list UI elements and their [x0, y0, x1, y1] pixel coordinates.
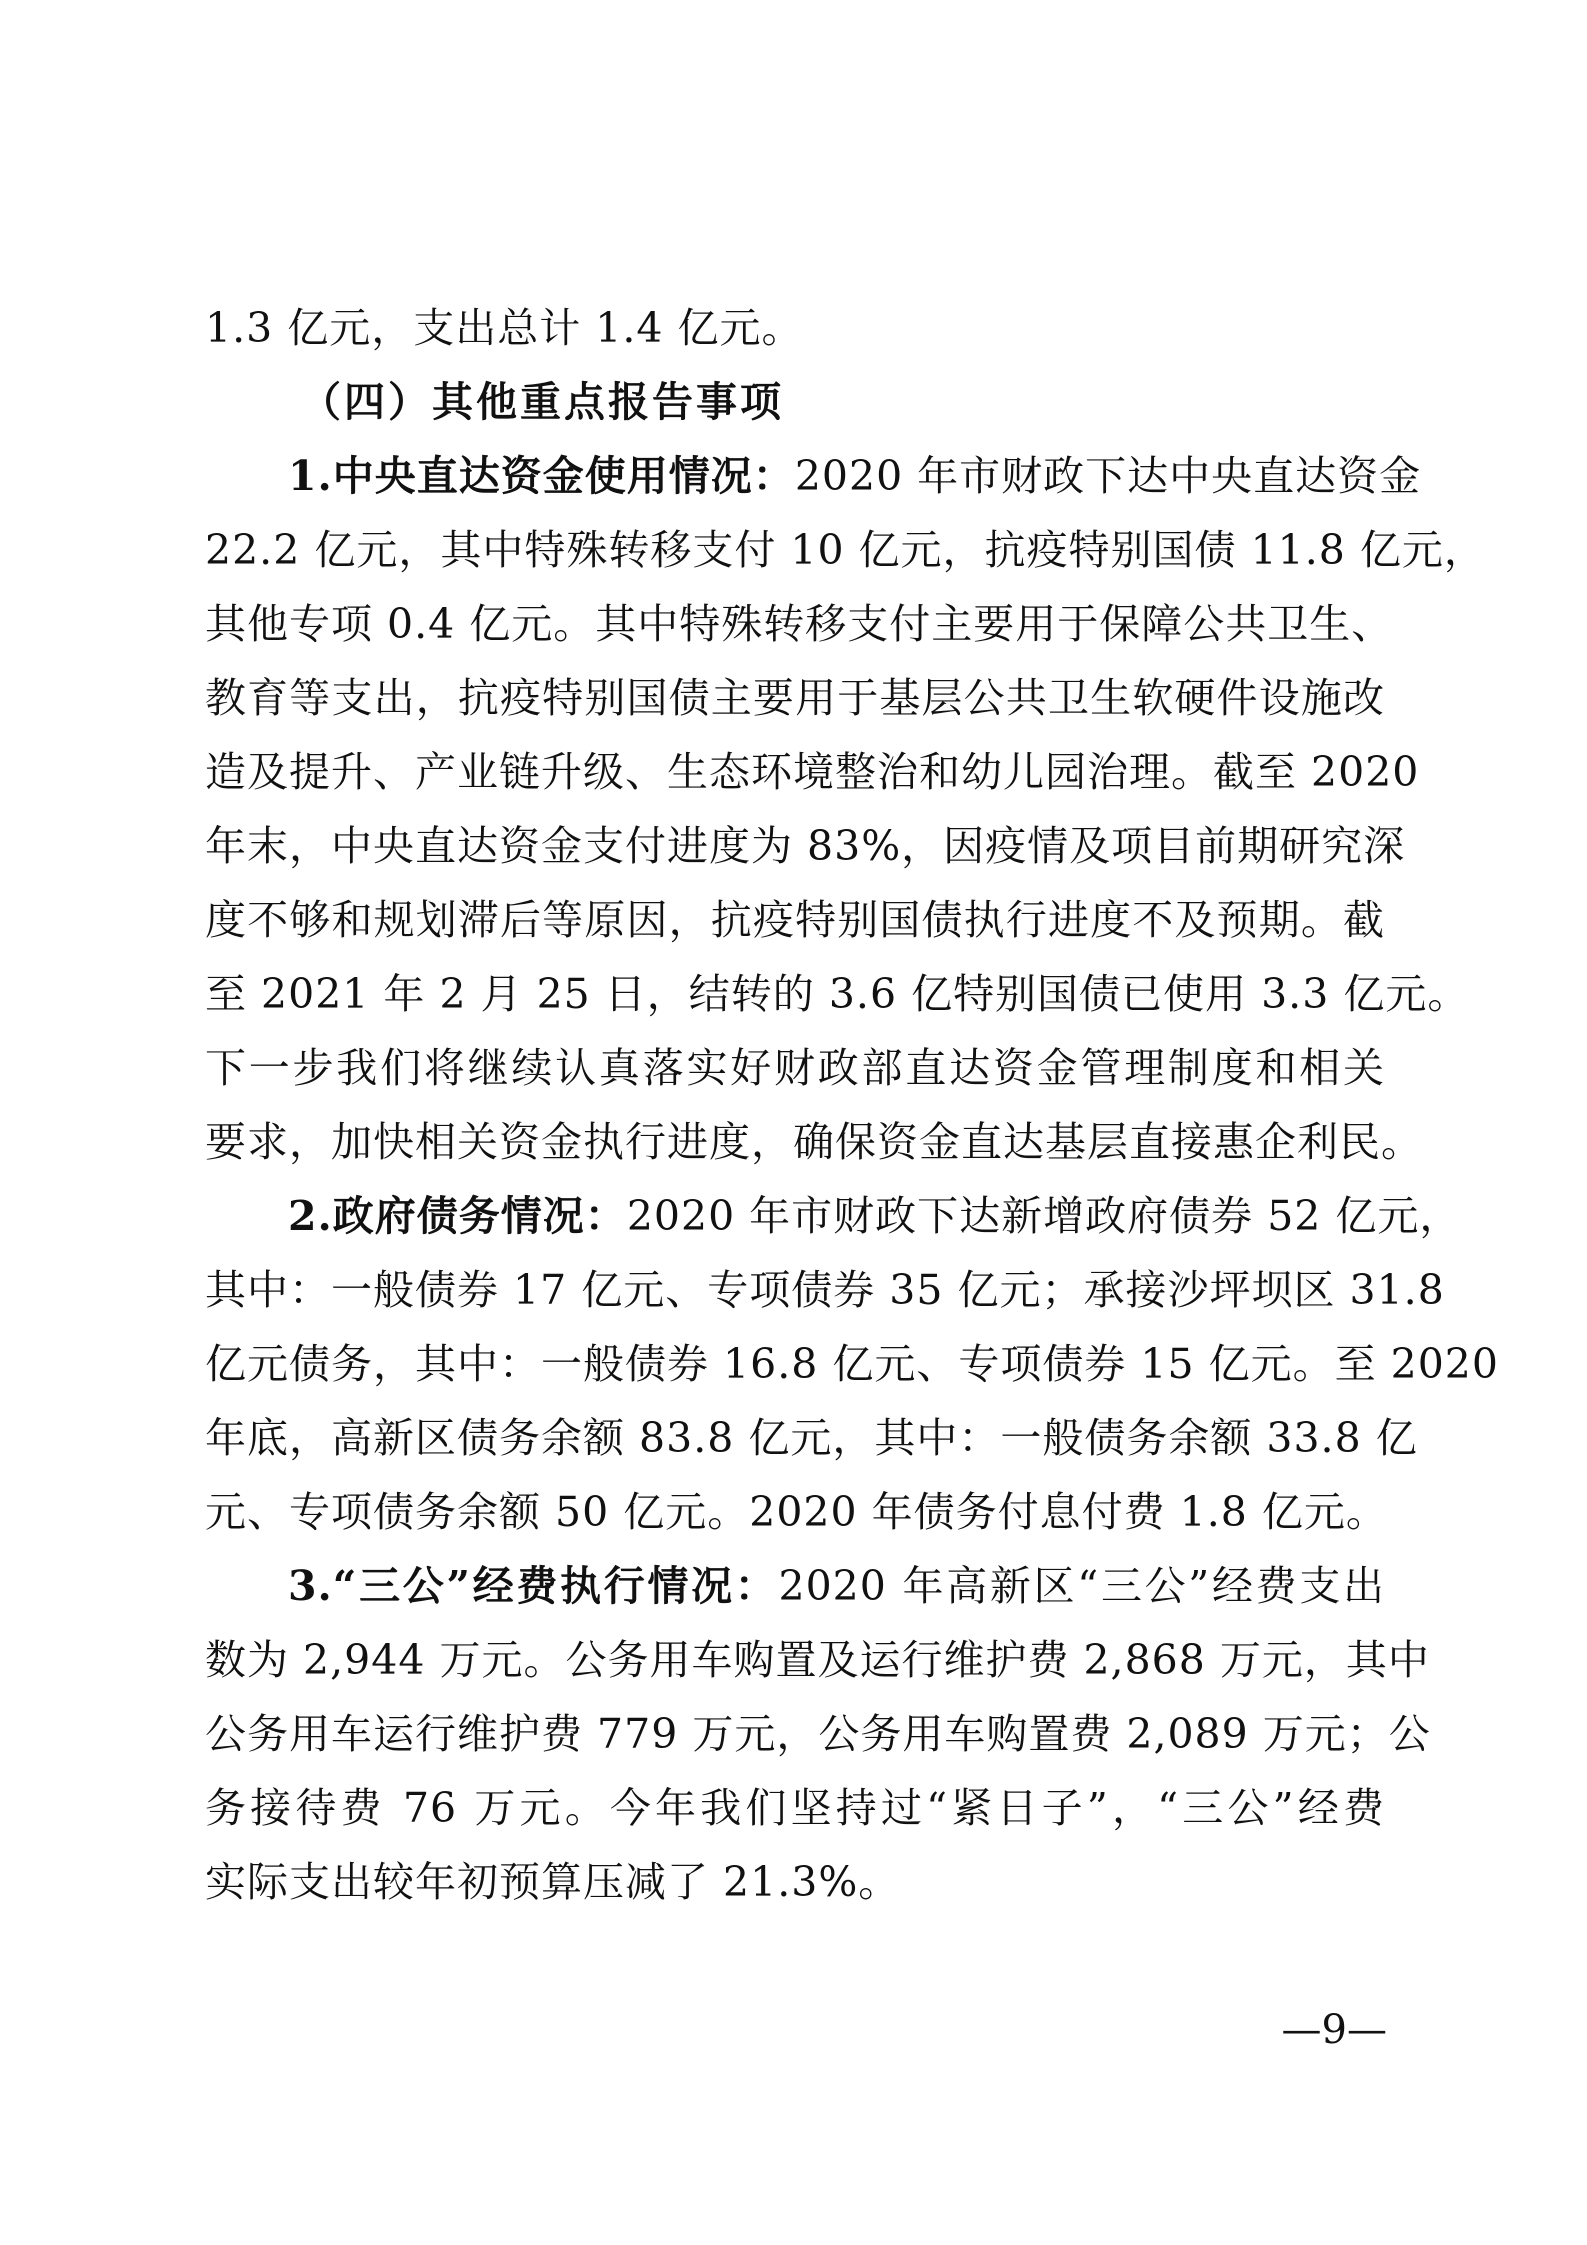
item-heading: 1.中央直达资金使用情况： [288, 452, 795, 500]
paragraph-line [288, 1556, 1385, 1616]
paragraph-text: 2020 年高新区“三公”经费支出 [778, 1562, 1386, 1610]
section-heading: （四）其他重点报告事项 [300, 378, 784, 426]
paragraph-line: 下一步我们将继续认真落实好财政部直达资金管理制度和相关 [205, 1044, 1385, 1092]
item-heading: 3.“三公”经费执行情况： [288, 1562, 779, 1610]
paragraph-text: 2020 年市财政下达中央直达资金 [794, 452, 1422, 500]
item-heading: 2.政府债务情况： [288, 1192, 627, 1240]
paragraph-line: 教育等支出，抗疫特别国债主要用于基层公共卫生软硬件设施改 [205, 674, 1385, 722]
paragraph-line: 实际支出较年初预算压减了 21.3%。 [205, 1858, 901, 1906]
paragraph-line: 22.2 亿元，其中特殊转移支付 10 亿元，抗疫特别国债 11.8 亿元， [205, 526, 1486, 574]
paragraph-line: 其中：一般债券 17 亿元、专项债券 35 亿元；承接沙坪坝区 31.8 [205, 1266, 1445, 1314]
paragraph-line: 1.3 亿元，支出总计 1.4 亿元。 [205, 304, 804, 352]
paragraph-line [288, 1186, 1462, 1246]
paragraph-line: 要求，加快相关资金执行进度，确保资金直达基层直接惠企利民。 [205, 1118, 1423, 1166]
paragraph-line: 年末，中央直达资金支付进度为 83%，因疫情及项目前期研究深 [205, 822, 1406, 870]
paragraph-line: 公务用车运行维护费 779 万元，公务用车购置费 2,089 万元；公 [205, 1710, 1431, 1758]
paragraph-line: 务接待费 76 万元。今年我们坚持过“紧日子”，“三公”经费 [205, 1784, 1385, 1832]
paragraph-line [288, 446, 1422, 506]
paragraph-line: 至 2021 年 2 月 25 日，结转的 3.6 亿特别国债已使用 3.3 亿元。 [205, 970, 1470, 1018]
paragraph-line: 年底，高新区债务余额 83.8 亿元，其中：一般债务余额 33.8 亿 [205, 1414, 1418, 1462]
paragraph-text: 2020 年市财政下达新增政府债券 52 亿元， [626, 1192, 1462, 1240]
paragraph-line: 元、专项债务余额 50 亿元。2020 年债务付息付费 1.8 亿元。 [205, 1488, 1388, 1536]
paragraph-line: 亿元债务，其中：一般债券 16.8 亿元、专项债券 15 亿元。至 2020 [205, 1340, 1499, 1388]
paragraph-line: 其他专项 0.4 亿元。其中特殊转移支付主要用于保障公共卫生、 [205, 600, 1394, 648]
paragraph-line: 数为 2,944 万元。公务用车购置及运行维护费 2,868 万元，其中 [205, 1636, 1430, 1684]
paragraph-line: 度不够和规划滞后等原因，抗疫特别国债执行进度不及预期。截 [205, 896, 1385, 944]
page-number: —9— [1281, 2007, 1387, 2053]
paragraph-line: 造及提升、产业链升级、生态环境整治和幼儿园治理。截至 2020 [205, 748, 1420, 796]
